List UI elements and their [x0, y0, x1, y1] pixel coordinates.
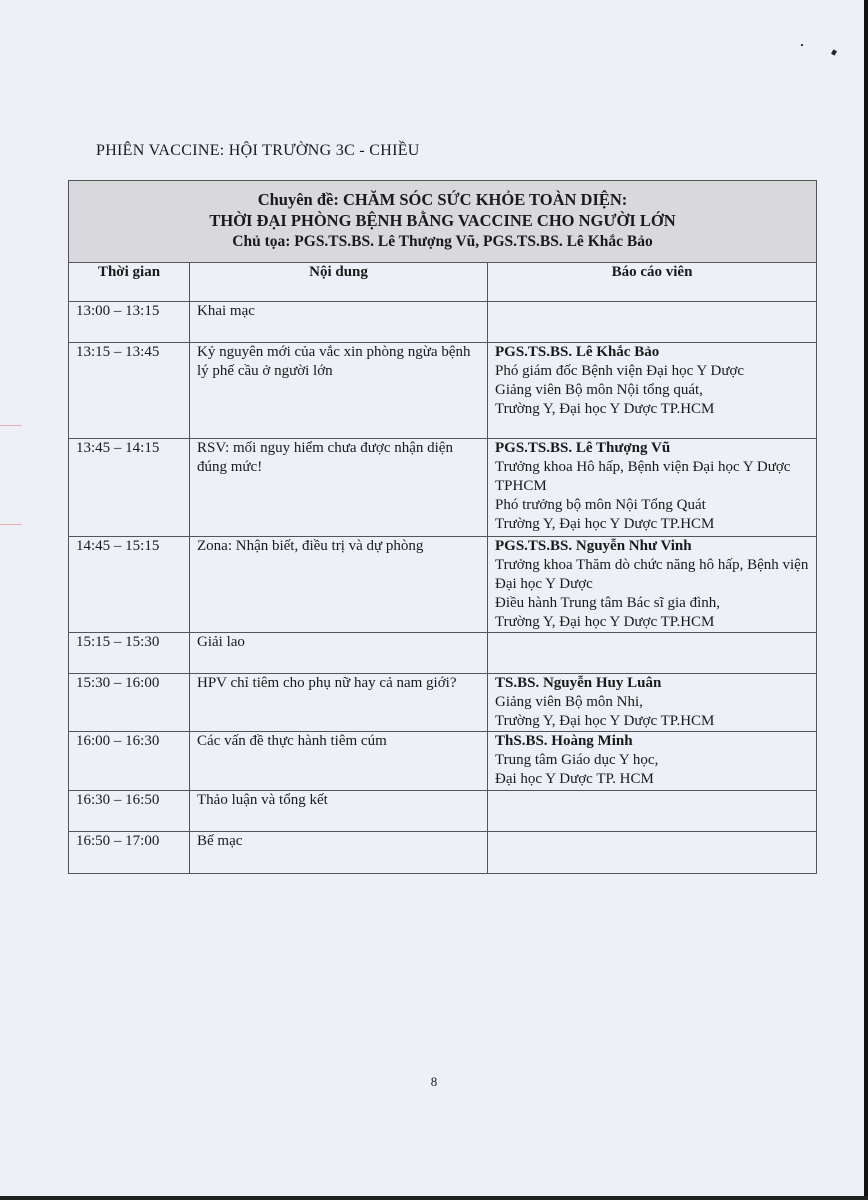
schedule-table	[68, 180, 817, 874]
table-row	[69, 439, 817, 537]
time-cell: 14:45 – 15:15	[69, 537, 190, 633]
speaker-cell	[488, 343, 817, 439]
topic-title: Chuyên đề: CHĂM SÓC SỨC KHỎE TOÀN DIỆN:	[257, 190, 628, 209]
speaker-affiliation: Trưởng khoa Hô hấp, Bệnh viện Đại học Y Dược TPHCM	[495, 459, 791, 494]
speaker-affiliation: Trung tâm Giáo dục Y học,	[495, 752, 659, 768]
speaker-affiliation: Trường Y, Đại học Y Dược TP.HCM	[495, 614, 715, 630]
topic-subtitle: THỜI ĐẠI PHÒNG BỆNH BẰNG VACCINE CHO NGƯỜI LỚN	[209, 211, 676, 230]
speaker-affiliation: Giảng viên Bộ môn Nhi,	[495, 694, 643, 710]
table-header-row	[69, 263, 817, 302]
speaker-affiliation: Điều hành Trung tâm Bác sĩ gia đình,	[495, 595, 720, 611]
speaker-affiliation: Phó trưởng bộ môn Nội Tổng Quát	[495, 497, 706, 513]
content-cell: Kỷ nguyên mới của vắc xin phòng ngừa bệnh lý phế cầu ở người lớn	[190, 343, 488, 439]
speaker-cell	[488, 537, 817, 633]
time-cell: 15:30 – 16:00	[69, 674, 190, 732]
speaker-name: PGS.TS.BS. Nguyễn Như Vinh	[495, 538, 692, 554]
banner-row	[69, 181, 817, 263]
time-cell: 13:15 – 13:45	[69, 343, 190, 439]
speaker-cell	[488, 832, 817, 874]
table-row	[69, 832, 817, 874]
chairs-line: Chủ tọa: PGS.TS.BS. Lê Thượng Vũ, PGS.TS.BS. Lê Khắc Bảo	[232, 233, 653, 250]
scan-edge-bottom	[0, 1196, 868, 1200]
column-header-content: Nội dung	[190, 263, 488, 302]
content-cell: Zona: Nhận biết, điều trị và dự phòng	[190, 537, 488, 633]
table-row	[69, 674, 817, 732]
time-cell: 16:30 – 16:50	[69, 791, 190, 832]
speaker-cell	[488, 791, 817, 832]
speaker-name: PGS.TS.BS. Lê Khắc Bảo	[495, 344, 660, 360]
content-cell: Bế mạc	[190, 832, 488, 874]
table-row	[69, 537, 817, 633]
time-cell: 15:15 – 15:30	[69, 633, 190, 674]
table-row	[69, 791, 817, 832]
time-cell: 13:00 – 13:15	[69, 302, 190, 343]
schedule-rows	[69, 302, 817, 874]
speaker-affiliation: Đại học Y Dược TP. HCM	[495, 771, 654, 787]
speaker-cell	[488, 302, 817, 343]
session-heading: PHIÊN VACCINE: HỘI TRƯỜNG 3C - CHIỀU	[96, 142, 420, 159]
content-cell: HPV chỉ tiêm cho phụ nữ hay cả nam giới?	[190, 674, 488, 732]
speaker-affiliation: Phó giám đốc Bệnh viện Đại học Y Dược	[495, 363, 745, 379]
bleed-through-mark	[0, 425, 22, 426]
page-number: 8	[430, 1074, 438, 1089]
table-row	[69, 302, 817, 343]
speaker-affiliation: Trường Y, Đại học Y Dược TP.HCM	[495, 516, 715, 532]
time-cell: 16:00 – 16:30	[69, 732, 190, 791]
time-cell: 16:50 – 17:00	[69, 832, 190, 874]
content-cell: Thảo luận và tổng kết	[190, 791, 488, 832]
banner-cell	[69, 181, 817, 263]
speaker-cell	[488, 633, 817, 674]
column-header-speaker: Báo cáo viên	[488, 263, 817, 302]
table-row	[69, 633, 817, 674]
content-cell: Khai mạc	[190, 302, 488, 343]
speaker-affiliation: Giảng viên Bộ môn Nội tổng quát,	[495, 382, 703, 398]
table-row	[69, 732, 817, 791]
scan-speck	[801, 44, 803, 46]
content-cell: Các vấn đề thực hành tiêm cúm	[190, 732, 488, 791]
speaker-cell	[488, 732, 817, 791]
scan-edge-right	[864, 0, 868, 1200]
speaker-cell	[488, 439, 817, 537]
speaker-cell	[488, 674, 817, 732]
speaker-affiliation: Trưởng khoa Thăm dò chức năng hô hấp, Bệnh viện Đại học Y Dược	[495, 557, 809, 592]
speaker-name: ThS.BS. Hoàng Minh	[495, 733, 633, 749]
table-row	[69, 343, 817, 439]
scan-speck	[831, 49, 837, 55]
content-cell: RSV: mối nguy hiểm chưa được nhận diện đúng mức!	[190, 439, 488, 537]
bleed-through-mark	[0, 524, 22, 525]
time-cell: 13:45 – 14:15	[69, 439, 190, 537]
content-cell: Giải lao	[190, 633, 488, 674]
speaker-name: PGS.TS.BS. Lê Thượng Vũ	[495, 440, 671, 456]
speaker-affiliation: Trường Y, Đại học Y Dược TP.HCM	[495, 401, 715, 417]
column-header-time: Thời gian	[69, 263, 190, 302]
speaker-affiliation: Trường Y, Đại học Y Dược TP.HCM	[495, 713, 715, 729]
speaker-name: TS.BS. Nguyễn Huy Luân	[495, 675, 662, 691]
